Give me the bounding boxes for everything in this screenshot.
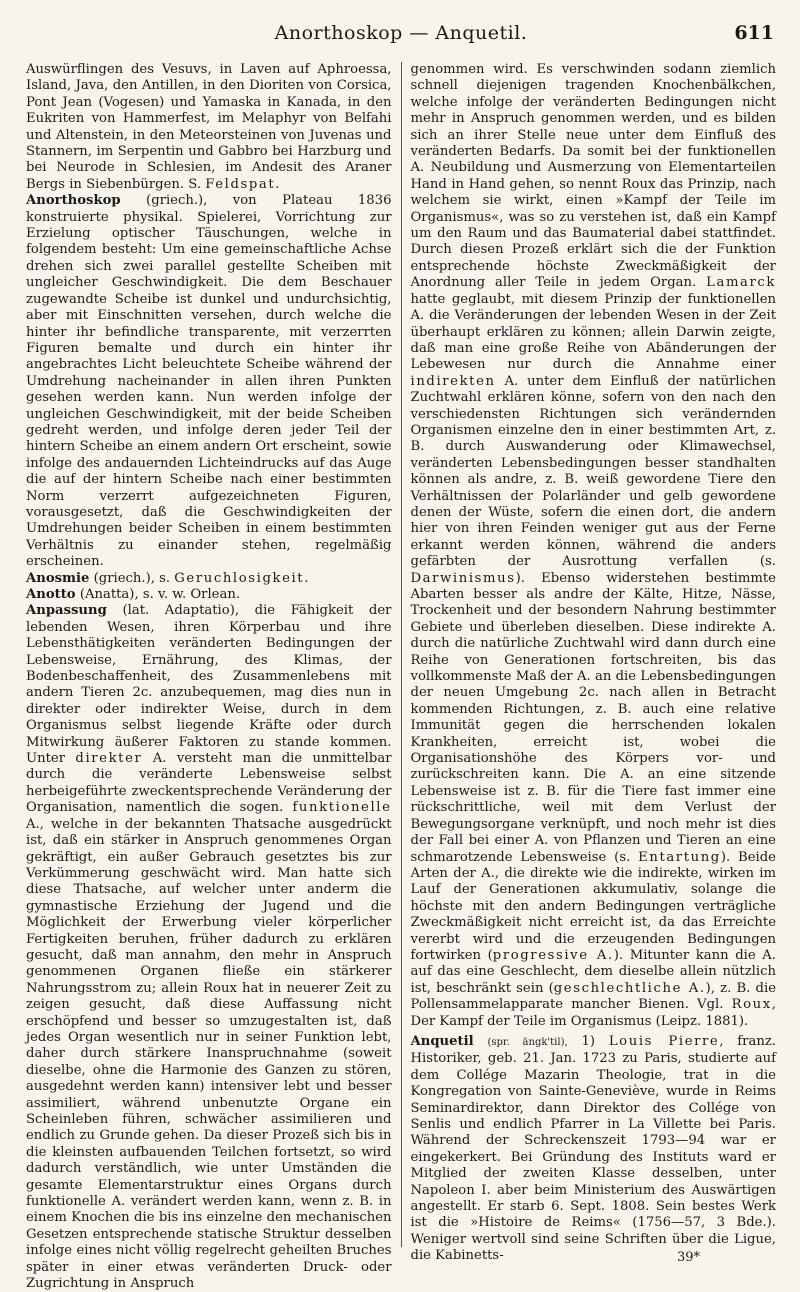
entry-anosmie: Anosmie (griech.), s. Geruchlosigkeit. xyxy=(26,570,311,586)
entry-continuation: Auswürflingen des Vesuvs, in Laven auf Aphroessa, Island, Java, den Antillen, in den Dioriten von Corsica, Pont Jean (Vogesen) und Yamaska in Kanada, in den Eukriten von Hammerfest, im Melaphyr von Belfahi und Altenstein, in den Meteorsteinen von Juvenas und Stannern, im Serpentin und Gabbro bei Harzburg und bei Neurode in Schlesien, im Andesit des Araner Bergs in Siebenbürgen. S. Feldspat. xyxy=(26,62,392,192)
entry-anpassung-continued: genommen wird. Es verschwinden sodann ziemlich schnell diejenigen tragenden Knochenbälkchen, welche infolge der veränderten Bedingungen nicht mehr in Anspruch genommen werden, und es bilden sich an ihrer Stelle neue unter dem Einfluß des veränderten Bedarfs. Da somit bei der funktionellen A. Neubildung und Ausmerzung von Elementarteilen Hand in Hand gehen, so nennt Roux das Prinzip, nach welchem sie wirkt, einen »Kampf der Teile im Organismus«, was so zu verstehen ist, daß ein Kampf um den Raum und das Baumaterial dabei stattfindet. Durch diesen Prozeß erklärt sich die der Funktion entsprechende höchste Zweckmäßigkeit der Anordnung aller Teile in jedem Organ. Lamarck hatte geglaubt, mit diesem Prinzip der funktionellen A. die Veränderungen der lebenden Wesen in der Zeit überhaupt erklären zu können; allein Darwin zeigte, daß man eine große Reihe von Abänderungen der Lebewesen nur durch die Annahme einer indirekten A. unter dem Einfluß der natürlichen Zuchtwahl erklären könne, sofern von den nach den verschiedensten Richtungen sich verändernden Organismen einzelne den in einer bestimmten Art, z. B. durch Auswanderung oder Klimawechsel, veränderten Lebensbedingungen besser standhalten können als andre, z. B. weiß gewordene Tiere den Verhältnissen der Polarländer und gelb gewordene denen der Wüste, sofern die einen dort, die andern hier von ihren Feinden weniger gut aus der Ferne erkannt werden können, während die anders gefärbten der Ausrottung verfallen (s. Darwinismus). Ebenso widerstehen bestimmte Abarten besser als andre der Kälte, Hitze, Nässe, Trockenheit und der besondern Nahrung bestimmter Gebiete und überleben dieselben. Diese indirekte A. durch die natürliche Zuchtwahl wird dann durch eine Reihe von Generationen fortschreiten, bis das vollkommenste Maß der A. an die Lebensbedingungen der neuen Umgebung 2c. nach allen in Betracht kommenden Richtungen, z. B. auch eine relative Immunität gegen die herrschenden lokalen Krankheiten, erreicht ist, wobei die Organisationshöhe des Körpers vor- und zurückschreiten kann. Die A. an eine sitzende Lebensweise ist z. B. für die Tiere fast immer eine rückschrittliche, weil mit dem Verlust der Bewegungsorgane verknüpft, und noch mehr ist dies der Fall bei einer A. von Pflanzen und Tieren an eine schmarotzende Lebensweise (s. Entartung). Beide Arten der A., die direkte wie die indirekte, wirken im Lauf der Generationen akkumulativ, solange die höchste mit den andern Bedingungen verträgliche Zweckmäßigkeit nicht erreicht ist, da das Erreichte vererbt wird und die erzeugenden Bedingungen fortwirken (progressive A.). Mitunter kann die A. auf das eine Geschlecht, dem dieselbe allein nützlich ist, beschränkt sein (geschlechtliche A.), z. B. die Pollensammelapparate mancher Bienen. Vgl. Roux, Der Kampf der Teile im Organismus (Leipz. 1881). xyxy=(410,62,777,1029)
headword: Anotto xyxy=(26,587,76,602)
cross-reference: Feldspat. xyxy=(205,176,282,192)
cross-reference: Geruchlosigkeit. xyxy=(174,570,311,586)
entry-anquetil: Anquetil (spr. ängk'til), 1) Louis Pierre, franz. Historiker, geb. 21. Jan. 1723 zu Paris, studierte auf dem Collége Mazarin Theologie, trat in die Kongregation von Sainte-Geneviève, wurde in Reims Seminardirektor, dann Direktor des Collége von Senlis und endlich Pfarrer in La Villette bei Paris. Während der Schreckenszeit 1793—94 war er eingekerkert. Bei Gründung des Instituts ward er Mitglied der zweiten Klasse desselben, unter Napoleon I. aber beim Ministerium des Auswärtigen angestellt. Er starb 6. Sept. 1808. Sein bestes Werk ist die »Histoire de Reims« (1756—57, 3 Bde.). Weniger wertvoll sind seine Schriften über die Ligue, die Kabinetts- xyxy=(410,1033,776,1264)
headword: Anorthoskop xyxy=(26,193,121,209)
term: indirekten xyxy=(410,373,496,389)
running-head: Anorthoskop — Anquetil. xyxy=(274,22,528,44)
entry-anorthoskop: Anorthoskop (griech.), von Plateau 1836 konstruierte physikal. Spielerei, Vorrichtung zur Erzielung optischer Täuschungen, welche in folgendem besteht: Um eine gemeinschaftliche Achse drehen sich zwei parallel gestellte Scheiben mit ungleicher Geschwindigkeit. Die dem Beschauer zugewandte Scheibe ist dunkel und undurchsichtig, aber mit Einschnitten versehen, durch welche die hinter ihr befindliche transparente, mit verzerrten Figuren bemalte und durch ein hinter ihr angebrachtes Licht beleuchtete Scheibe während der Umdrehung nacheinander in allen ihren Punkten gesehen werden kann. Nun werden infolge der ungleichen Geschwindigkeit, mit der beide Scheiben gedreht werden, und infolge deren jeder Teil der hintern Scheibe an einem andern Ort erscheint, sowie infolge des andauernden Lichteindrucks auf das Auge die auf der hintern Scheibe nach einer bestimmten Norm verzerrt aufgezeichneten Figuren, vorausgesetzt, daß die Geschwindigkeiten der Umdrehungen beider Scheiben in einem bestimmten Verhältnis zu einander stehen, regelmäßig erscheinen. xyxy=(26,193,392,570)
term: direkter xyxy=(75,751,143,767)
pronunciation: (spr. ängk'til), xyxy=(487,1036,568,1048)
person-name: Louis Pierre xyxy=(608,1033,720,1049)
term: progressive A. xyxy=(492,947,614,963)
cross-reference: Darwinismus xyxy=(410,570,516,586)
cross-reference: Entartung xyxy=(638,849,721,865)
left-column xyxy=(26,62,401,1292)
headword: Anosmie xyxy=(26,570,90,586)
entry-anpassung: Anpassung (lat. Adaptatio), die Fähigkeit der lebenden Wesen, ihren Körperbau und ihre Lebensthätigkeiten veränderten Bedingungen der Lebensweise, Ernährung, des Klimas, der Bodenbeschaffenheit, des Zusammenlebens mit andern Tieren 2c. anzubequemen, mag dies nun in direkter oder indirekter Weise, durch in dem Organismus selbst liegende Kräfte oder durch Mitwirkung äußerer Faktoren zu stande kommen. Unter direkter A. versteht man die unmittelbar durch die veränderte Lebensweise selbst herbeigeführte zweckentsprechende Veränderung der Organisation, namentlich die sogen. funktionelle A., welche in der bekannten Thatsache ausgedrückt ist, daß ein stärker in Anspruch genommenes Organ gekräftigt, ein außer Gebrauch gesetztes bis zur Verkümmerung geschwächt wird. Man hatte sich diese Thatsache, auf welcher unter anderm die gymnastische Erziehung der Jugend und die Möglichkeit der Erwerbung vieler körperlicher Fertigkeiten beruhen, früher dadurch zu erklären gesucht, daß man annahm, den mehr in Anspruch genommenen Organen fließe ein stärkerer Nahrungsstrom zu; allein Roux hat in neuerer Zeit zu zeigen gesucht, daß diese Auffassung nicht erschöpfend und besser so umzugestalten ist, daß jedes Organ wesentlich nur in seiner Funktion lebt, daher durch stärkere Inanspruchnahme (soweit dieselbe, ohne die Harmonie des Ganzen zu stören, ausgedehnt werden kann) intensiver lebt und besser assimiliert, während unbenutzte Organe ein Scheinleben führen, schwächer assimilieren und endlich zu Grunde gehen. Da dieser Prozeß sich bis in die kleinsten aufbauenden Teilchen fortsetzt, so wird dadurch verständlich, wie unter Umständen die gesamte Elementarstruktur eines Organs durch funktionelle A. verändert werden kann, wenn z. B. in einem Knochen die bis ins einzelne den mechanischen Gesetzen entsprechende statische Struktur desselben infolge eines nicht völlig regelrecht geheilten Bruches später in einer etwas veränderten Druck- oder Zugrichtung in Anspruch xyxy=(26,603,392,1292)
term: geschlechtliche A. xyxy=(553,980,706,996)
signature-mark: 39* xyxy=(676,1250,700,1265)
text-columns xyxy=(26,62,777,1292)
page-number: 611 xyxy=(734,22,774,44)
headword: Anpassung xyxy=(26,603,107,619)
entry-anotto: Anotto (Anatta), s. v. w. Orlean. xyxy=(26,587,241,602)
page-header xyxy=(26,22,776,52)
author-name: Roux xyxy=(731,997,772,1013)
headword: Anquetil xyxy=(410,1033,474,1049)
right-column xyxy=(402,62,777,1264)
name: Lamarck xyxy=(706,275,776,291)
term: funktionelle xyxy=(292,800,392,816)
